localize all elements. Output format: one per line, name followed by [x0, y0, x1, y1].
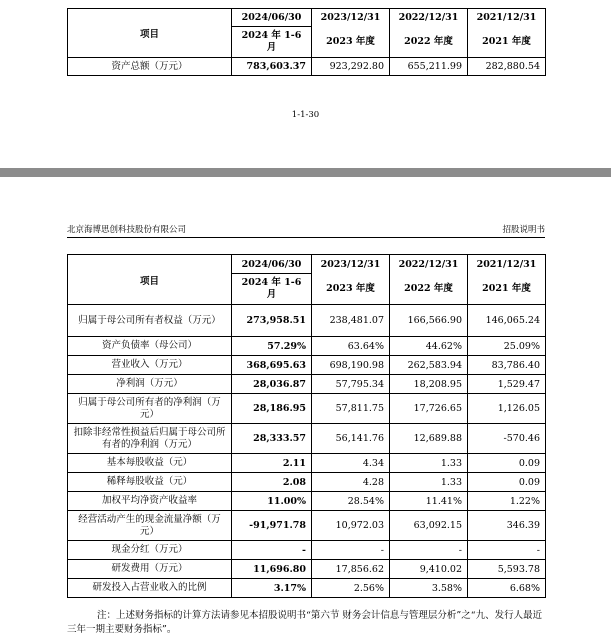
period-2023: 2023 年度	[326, 283, 375, 294]
table-row	[68, 375, 546, 394]
value-2021: 146,065.24	[468, 305, 546, 337]
value-2023: 57,811.75	[312, 394, 390, 424]
top-financial-table	[67, 8, 546, 76]
value-2023: 57,795.34	[312, 375, 390, 394]
period-2022: 2022 年度	[404, 36, 453, 47]
value-2024: 28,036.87	[232, 375, 312, 394]
value-2024: 368,695.63	[232, 356, 312, 375]
table-row	[68, 473, 546, 492]
table-row	[68, 424, 546, 454]
table-row	[68, 560, 546, 579]
value-2023: 56,141.76	[312, 424, 390, 454]
table-row	[68, 394, 546, 424]
date-header-2021	[468, 255, 546, 305]
row-label: 现金分红（万元）	[68, 541, 232, 560]
table-row	[68, 511, 546, 541]
value-2022: 655,211.99	[390, 58, 468, 76]
row-label: 基本每股收益（元）	[68, 454, 232, 473]
header-date-row	[68, 9, 546, 27]
value-2021: 1,126.05	[468, 394, 546, 424]
value-2024: 57.29%	[232, 337, 312, 356]
value-2022: 262,583.94	[390, 356, 468, 375]
main-financial-table	[67, 254, 546, 598]
date-header-2021	[468, 9, 546, 58]
value-2024: 2.08	[232, 473, 312, 492]
value-2023: 63.64%	[312, 337, 390, 356]
value-2022: 1.33	[390, 454, 468, 473]
item-header: 项目	[68, 255, 232, 305]
period-2023: 2023 年度	[326, 36, 375, 47]
value-2021: 25.09%	[468, 337, 546, 356]
date-2023: 2023/12/31	[320, 12, 381, 23]
value-2021: 1,529.47	[468, 375, 546, 394]
value-2023: 698,190.98	[312, 356, 390, 375]
value-2023: 10,972.03	[312, 511, 390, 541]
table-row	[68, 337, 546, 356]
date-header-2023	[312, 255, 390, 305]
value-2021: 6.68%	[468, 579, 546, 598]
date-header-2022	[390, 255, 468, 305]
date-header-2023	[312, 9, 390, 58]
table-row	[68, 492, 546, 511]
page-bottom	[0, 177, 611, 642]
value-2024: 273,958.51	[232, 305, 312, 337]
value-2022: 3.58%	[390, 579, 468, 598]
value-2022: 18,208.95	[390, 375, 468, 394]
value-2022: 11.41%	[390, 492, 468, 511]
value-2024: 28,333.57	[232, 424, 312, 454]
value-2023: 238,481.07	[312, 305, 390, 337]
row-label: 营业收入（万元）	[68, 356, 232, 375]
value-2023: 17,856.62	[312, 560, 390, 579]
row-label: 扣除非经常性损益后归属于母公司所有者的净利润（万元）	[68, 424, 232, 454]
row-label: 加权平均净资产收益率	[68, 492, 232, 511]
value-2022: 12,689.88	[390, 424, 468, 454]
value-2021: 346.39	[468, 511, 546, 541]
value-2024: 2.11	[232, 454, 312, 473]
date-2023: 2023/12/31	[320, 259, 381, 270]
value-2022: 44.62%	[390, 337, 468, 356]
company-name: 北京海博思创科技股份有限公司	[67, 225, 187, 235]
row-label: 经营活动产生的现金流量净额（万元）	[68, 511, 232, 541]
table-row	[68, 356, 546, 375]
period-2022: 2022 年度	[404, 283, 453, 294]
value-2024: 28,186.95	[232, 394, 312, 424]
value-2022: 63,092.15	[390, 511, 468, 541]
table-row	[68, 579, 546, 598]
value-2021: -	[468, 541, 546, 560]
period-2021: 2021 年度	[482, 36, 531, 47]
row-label: 研发投入占营业收入的比例	[68, 579, 232, 598]
value-2023: 923,292.80	[312, 58, 390, 76]
date-2021: 2021/12/31	[476, 12, 537, 23]
value-2021: 0.09	[468, 473, 546, 492]
date-2022: 2022/12/31	[398, 12, 459, 23]
value-2021: -570.46	[468, 424, 546, 454]
value-2023: -	[312, 541, 390, 560]
date-2021: 2021/12/31	[476, 259, 537, 270]
table-row	[68, 305, 546, 337]
row-label: 资产总额（万元）	[68, 58, 232, 76]
date-header-2024: 2024/06/30	[232, 9, 312, 27]
header-rule	[67, 237, 545, 238]
value-2022: 17,726.65	[390, 394, 468, 424]
value-2024: 783,603.37	[232, 58, 312, 76]
value-2022: 166,566.90	[390, 305, 468, 337]
value-2024: 3.17%	[232, 579, 312, 598]
value-2024: -91,971.78	[232, 511, 312, 541]
date-header-2024: 2024/06/30	[232, 255, 312, 274]
value-2022: -	[390, 541, 468, 560]
value-2021: 282,880.54	[468, 58, 546, 76]
value-2023: 4.34	[312, 454, 390, 473]
value-2024: -	[232, 541, 312, 560]
value-2023: 4.28	[312, 473, 390, 492]
header-date-row	[68, 255, 546, 274]
row-label: 归属于母公司所有者权益（万元）	[68, 305, 232, 337]
row-label: 净利润（万元）	[68, 375, 232, 394]
row-label: 研发费用（万元）	[68, 560, 232, 579]
value-2022: 9,410.02	[390, 560, 468, 579]
value-2024: 11,696.80	[232, 560, 312, 579]
value-2023: 28.54%	[312, 492, 390, 511]
value-2021: 0.09	[468, 454, 546, 473]
value-2021: 1.22%	[468, 492, 546, 511]
date-2022: 2022/12/31	[398, 259, 459, 270]
table-row	[68, 454, 546, 473]
value-2021: 5,593.78	[468, 560, 546, 579]
date-header-2022	[390, 9, 468, 58]
table-row	[68, 541, 546, 560]
table-row	[68, 58, 546, 76]
period-header-2024: 2024 年 1-6 月	[232, 27, 312, 58]
row-label: 稀释每股收益（元）	[68, 473, 232, 492]
row-label: 归属于母公司所有者的净利润（万元）	[68, 394, 232, 424]
item-header: 项目	[68, 9, 232, 58]
value-2022: 1.33	[390, 473, 468, 492]
value-2023: 2.56%	[312, 579, 390, 598]
document-type: 招股说明书	[502, 225, 545, 235]
value-2024: 11.00%	[232, 492, 312, 511]
page-top	[0, 0, 611, 168]
value-2021: 83,786.40	[468, 356, 546, 375]
row-label: 资产负债率（母公司）	[68, 337, 232, 356]
page-separator	[0, 168, 611, 177]
period-header-2024: 2024 年 1-6 月	[232, 274, 312, 305]
main-table-body	[68, 305, 546, 598]
page-number: 1-1-30	[291, 110, 320, 120]
footnote: 注：上述财务指标的计算方法请参见本招股说明书“第六节 财务会计信息与管理层分析”之“九、发行人最近三年一期主要财务指标”。	[67, 610, 543, 635]
period-2021: 2021 年度	[482, 283, 531, 294]
